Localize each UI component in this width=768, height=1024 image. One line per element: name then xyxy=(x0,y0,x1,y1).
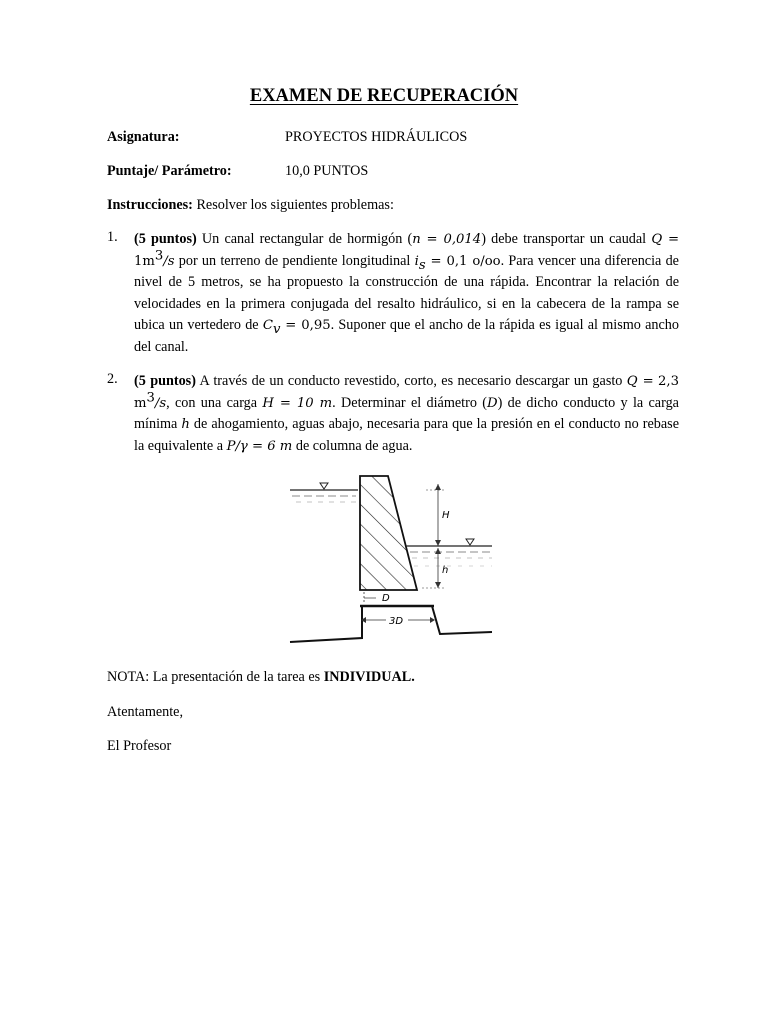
note-bold: INDIVIDUAL. xyxy=(323,669,415,685)
text-segment: de columna de agua. xyxy=(292,437,413,454)
label-3D: 3D xyxy=(389,616,404,627)
math-expression: Q = xyxy=(626,374,654,389)
label-H: H xyxy=(442,510,450,521)
asignatura-label: Asignatura: xyxy=(107,129,180,145)
text-segment: A través de un conducto revestido, corto, es necesario descargar un gasto xyxy=(195,373,627,389)
text-segment: ) de dicho conducto y la carga mínima xyxy=(134,394,679,433)
math-subscript: s xyxy=(418,257,426,273)
text-segment: Un canal rectangular de hormigón ( xyxy=(196,231,413,247)
text-segment: . Determinar el diámetro ( xyxy=(332,394,487,411)
problem-points: (5 puntos) xyxy=(134,373,196,389)
math-expression: 1m xyxy=(134,253,155,269)
problem-number: 2. xyxy=(107,371,118,387)
problem-text xyxy=(134,229,679,359)
instructions-value: Resolver los siguientes problemas: xyxy=(192,197,394,213)
puntaje-value: 10,0 PUNTOS xyxy=(285,163,369,179)
puntaje-row xyxy=(107,163,368,180)
puntaje-label: Puntaje/ Parámetro: xyxy=(107,163,232,179)
problem-points: (5 puntos) xyxy=(134,231,197,247)
diagram-svg xyxy=(286,470,496,646)
math-expression: D xyxy=(487,395,498,411)
note xyxy=(107,669,415,686)
math-expression: 2,3 m xyxy=(134,374,680,411)
asignatura-row xyxy=(107,129,467,146)
math-subscript: v xyxy=(272,322,281,338)
math-expression: Q = xyxy=(651,232,680,247)
water-level-triangle-icon xyxy=(466,539,474,545)
text-segment: de ahogamiento, aguas abajo, necesaria para que la presión en el conducto no rebase la equivalente a xyxy=(134,416,679,454)
text-segment: . Suponer que el ancho de la rápida es igual al mismo ancho del canal. xyxy=(134,317,679,355)
upstream-water xyxy=(290,490,358,502)
math-superscript: 3 xyxy=(154,247,164,263)
instructions xyxy=(107,197,394,214)
text-segment: por un terreno de pendiente longitudinal xyxy=(174,252,415,269)
math-expression: i xyxy=(414,253,419,269)
label-h: h xyxy=(442,565,449,576)
note-text: NOTA: La presentación de la tarea es xyxy=(107,669,324,685)
math-expression: /s xyxy=(163,253,175,269)
text-segment: ) debe transportar un caudal xyxy=(481,231,652,247)
math-expression: P/γ = 6 m xyxy=(226,438,293,454)
text-segment: . Para vencer una diferencia de nivel de 5 metros, se ha propuesto la construcción de una rápida. Encontrar la relación de velocidades en la primera conjugada del resalto hidráulico, si en la cabecera de la rampa se ubica un vertedero de xyxy=(134,252,679,334)
water-level-triangle-icon xyxy=(320,483,328,489)
closing: Atentamente, xyxy=(107,704,184,720)
math-expression: /s xyxy=(154,395,167,411)
math-expression: C xyxy=(262,318,273,334)
math-superscript: 3 xyxy=(146,389,155,405)
exam-title: EXAMEN DE RECUPERACIÓN xyxy=(249,86,519,106)
conduit-diagram xyxy=(286,470,496,646)
math-expression: h xyxy=(181,417,190,433)
text-segment: , con una carga xyxy=(166,394,263,411)
label-D: D xyxy=(382,593,390,604)
math-expression: H = 10 m xyxy=(262,395,333,411)
dimension-D xyxy=(364,592,376,604)
math-expression: = 0,1 o/oo xyxy=(425,253,501,269)
math-expression: n = 0,014 xyxy=(412,232,482,247)
downstream-water xyxy=(406,546,492,566)
dam-body xyxy=(360,476,417,590)
problem-number: 1. xyxy=(107,229,118,245)
math-expression: = 0,95 xyxy=(280,318,331,334)
asignatura-value: PROYECTOS HIDRÁULICOS xyxy=(285,129,468,145)
problem-text xyxy=(134,371,679,457)
signature: El Profesor xyxy=(107,738,172,754)
instructions-label: Instrucciones: xyxy=(107,197,193,213)
